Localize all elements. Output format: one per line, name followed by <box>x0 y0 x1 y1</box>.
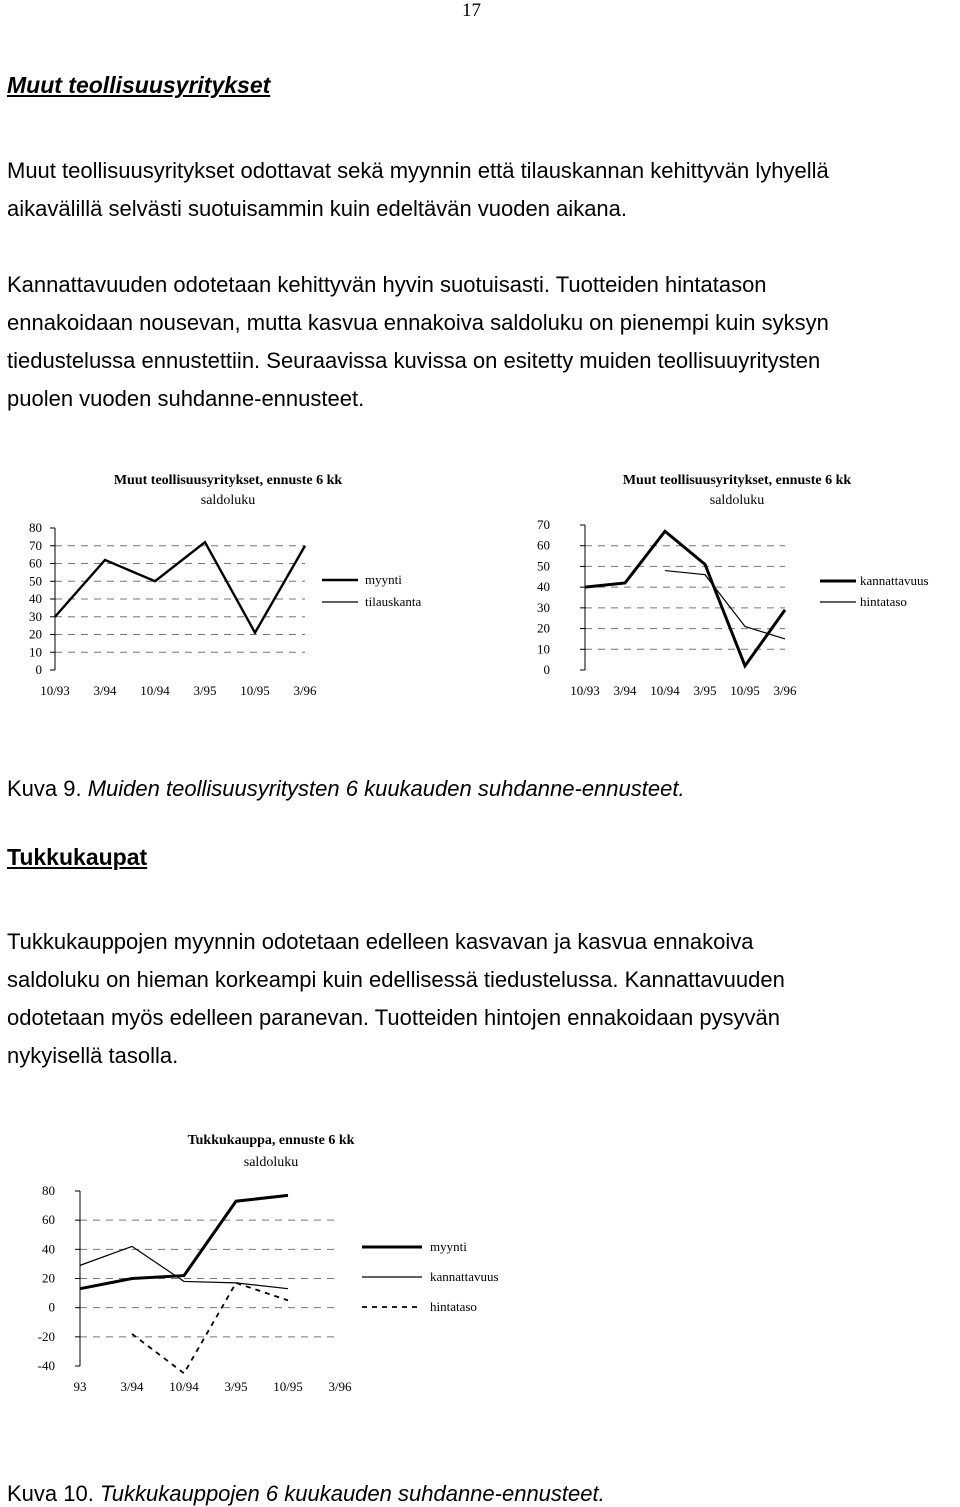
figure-caption-10 <box>7 1481 605 1507</box>
gridlines <box>585 546 785 650</box>
y-tick-label: 20 <box>42 1270 55 1286</box>
series-line-myynti <box>80 1195 288 1288</box>
y-tick-label: 40 <box>537 579 550 595</box>
paragraph-line: ennakoidaan nousevan, mutta kasvua ennakoiva saldoluku on pienempi kuin syksyn <box>7 310 829 335</box>
paragraph-line: Kannattavuuden odotetaan kehittyvän hyvin suotuisasti. Tuotteiden hintatason <box>7 272 767 297</box>
x-tick-label: 3/95 <box>193 683 217 698</box>
y-tick-label: 70 <box>537 517 550 532</box>
y-tick-label: 60 <box>29 555 42 571</box>
figure-caption-9 <box>7 776 685 802</box>
y-tick-label: 60 <box>537 537 550 553</box>
x-tick-label: 10/93 <box>40 683 70 698</box>
chart-subtitle: saldoluku <box>243 1155 299 1170</box>
y-tick-label: 80 <box>42 1183 55 1198</box>
section-heading-muut: Muut teollisuusyritykset <box>7 72 271 98</box>
paragraph-wholesale <box>7 923 959 1075</box>
paragraph-line: puolen vuoden suhdanne-ennusteet. <box>7 386 365 411</box>
y-tick-label: 50 <box>29 573 42 589</box>
series-line-myynti <box>55 542 305 633</box>
series-line-hintataso <box>132 1283 288 1373</box>
chart-title: Muut teollisuusyritykset, ennuste 6 kk <box>113 473 343 488</box>
chart-sales-orders <box>0 460 470 715</box>
x-tick-label: 10/94 <box>140 683 170 698</box>
chart-title: Muut teollisuusyritykset, ennuste 6 kk <box>622 473 852 488</box>
section-heading-tukkukaupat: Tukkukaupat <box>7 844 148 870</box>
x-tick-label: 10/94 <box>650 683 680 698</box>
y-tick-label: 10 <box>537 641 550 657</box>
x-tick-label: 10/95 <box>273 1379 303 1394</box>
legend-label-hintataso: hintataso <box>430 1299 477 1314</box>
y-tick-label: 30 <box>29 608 42 624</box>
x-tick-label: 10/94 <box>169 1379 199 1394</box>
y-tick-label: 20 <box>537 620 550 636</box>
y-tick-label: 0 <box>48 1299 55 1315</box>
paragraph-line: tiedustelussa ennustettiin. Seuraavissa kuvissa on esitetty muiden teollisuuyritysten <box>7 348 821 373</box>
paragraph-line: saldoluku on hieman korkeampi kuin edellisessä tiedustelussa. Kannattavuuden <box>7 967 785 992</box>
chart-title: Tukkukauppa, ennuste 6 kk <box>187 1133 355 1148</box>
caption-text: Muiden teollisuusyritysten 6 kuukauden suhdanne-ennusteet. <box>87 776 685 801</box>
y-tick-label: 40 <box>29 591 42 606</box>
page-number: 17 <box>462 0 481 21</box>
x-tick-label: 10/93 <box>570 683 600 698</box>
y-tick-label: 40 <box>42 1241 55 1257</box>
y-tick-label: 0 <box>543 662 550 677</box>
caption-prefix: Kuva 9. <box>7 776 82 801</box>
legend-label-kannattavuus: kannattavuus <box>860 573 929 588</box>
x-tick-label: 3/96 <box>293 683 317 698</box>
x-tick-label: 3/94 <box>93 683 117 698</box>
chart-profitability-price <box>490 460 960 715</box>
y-tick-label: 30 <box>537 599 550 615</box>
paragraph-intro <box>7 152 959 228</box>
chart-subtitle: saldoluku <box>709 493 765 508</box>
chart-subtitle: saldoluku <box>200 493 256 508</box>
x-tick-label: 3/96 <box>773 683 797 698</box>
paragraph-profitability <box>7 266 959 418</box>
y-tick-label: -40 <box>37 1358 55 1373</box>
x-tick-label: 3/96 <box>328 1379 352 1394</box>
y-tick-label: 10 <box>29 644 42 660</box>
y-tick-label: 80 <box>29 520 42 535</box>
legend-label-tilauskanta: tilauskanta <box>365 594 422 609</box>
y-tick-label: 20 <box>29 626 42 642</box>
legend-label-myynti: myynti <box>365 572 402 587</box>
legend-label-myynti: myynti <box>430 1239 467 1254</box>
paragraph-line: aikavälillä selvästi suotuisammin kuin edeltävän vuoden aikana. <box>7 196 628 221</box>
paragraph-line: nykyisellä tasolla. <box>7 1043 179 1068</box>
y-tick-label: 0 <box>35 662 42 677</box>
y-tick-label: -20 <box>37 1328 55 1344</box>
paragraph-line: odotetaan myös edelleen paranevan. Tuotteiden hintojen ennakoidaan pysyvän <box>7 1005 781 1030</box>
y-tick-label: 60 <box>42 1212 55 1228</box>
x-tick-label: 3/94 <box>613 683 637 698</box>
y-tick-label: 50 <box>537 558 550 574</box>
chart-wholesale <box>0 1120 560 1410</box>
caption-prefix: Kuva 10. <box>7 1481 94 1506</box>
x-tick-label: 10/95 <box>240 683 270 698</box>
x-tick-label: 3/95 <box>224 1379 248 1394</box>
legend-label-kannattavuus: kannattavuus <box>430 1269 499 1284</box>
x-tick-label: 3/95 <box>693 683 717 698</box>
x-tick-label: 93 <box>73 1379 87 1394</box>
y-tick-label: 70 <box>29 537 42 553</box>
paragraph-line: Tukkukauppojen myynnin odotetaan edelleen kasvavan ja kasvua ennakoiva <box>7 929 754 954</box>
x-tick-label: 10/95 <box>730 683 760 698</box>
legend-label-hintataso: hintataso <box>860 594 907 609</box>
series-line-kannattavuus <box>585 531 785 666</box>
x-tick-label: 3/94 <box>120 1379 144 1394</box>
caption-text: Tukkukauppojen 6 kuukauden suhdanne-ennusteet. <box>99 1481 605 1506</box>
paragraph-line: Muut teollisuusyritykset odottavat sekä myynnin että tilauskannan kehittyvän lyhyellä <box>7 158 829 183</box>
